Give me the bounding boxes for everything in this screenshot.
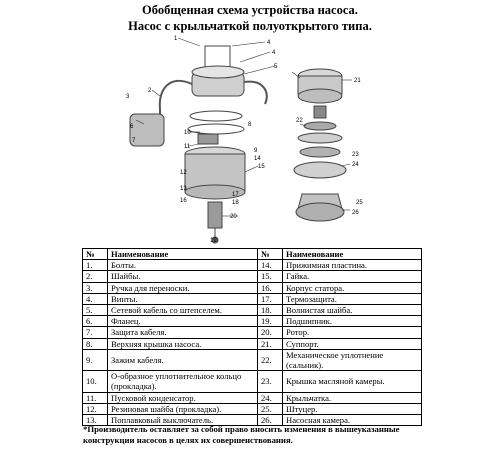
header-name-1: Наименование [108, 249, 258, 260]
part-label: 17 [232, 192, 239, 198]
header-num-2: № [258, 249, 283, 260]
part-number-cell: 14. [258, 260, 283, 271]
part-number-cell: 9. [83, 349, 108, 370]
part-number-cell: 11. [83, 392, 108, 403]
part-name-cell: Термозащита. [283, 293, 422, 304]
part-label: 2 [148, 88, 152, 94]
part-number-cell: 2. [83, 271, 108, 282]
part-label: 4 [267, 40, 271, 46]
table-row [83, 304, 422, 315]
top-handle-drawing [192, 46, 244, 96]
part-label: 23 [352, 152, 359, 158]
part-name-cell: Гайка. [283, 271, 422, 282]
pump-exploded-diagram [60, 34, 450, 246]
part-label: 14 [254, 156, 261, 162]
part-number-cell: 17. [258, 293, 283, 304]
part-number-cell: 23. [258, 370, 283, 392]
part-label: 16 [180, 198, 187, 204]
part-name-cell: Ротор. [283, 327, 422, 338]
part-number-cell: 12. [83, 403, 108, 414]
part-label: 9 [254, 148, 258, 154]
part-number-cell: 15. [258, 271, 283, 282]
part-name-cell: Сетевой кабель со штепселем. [108, 304, 258, 315]
part-label: 6 [130, 124, 134, 130]
part-number-cell: 20. [258, 327, 283, 338]
rotor-drawing [208, 202, 222, 243]
part-name-cell: Поплавковый выключатель. [108, 415, 258, 426]
part-label: 26 [352, 210, 359, 216]
part-name-cell: Механическое уплотнение (сальник). [283, 349, 422, 370]
part-name-cell: Пусковой конденсатор. [108, 392, 258, 403]
part-label: 15 [258, 164, 265, 170]
part-name-cell: Штуцер. [283, 403, 422, 414]
part-name-cell: Фланец. [108, 316, 258, 327]
title-line-2: Насос с крыльчаткой полуоткрытого типа. [128, 19, 372, 33]
part-label: 4 [272, 50, 276, 56]
part-number-cell: 6. [83, 316, 108, 327]
parts-table [82, 248, 422, 426]
part-name-cell: Суппорт. [283, 338, 422, 349]
right-assembly-drawing [294, 69, 346, 221]
part-label: 25 [356, 200, 363, 206]
part-label: 12 [180, 170, 187, 176]
part-name-cell: Винты. [108, 293, 258, 304]
part-number-cell: 26. [258, 415, 283, 426]
part-number-cell: 3. [83, 282, 108, 293]
part-number-cell: 8. [83, 338, 108, 349]
table-header-row [83, 249, 422, 260]
table-row [83, 260, 422, 271]
part-name-cell: Резиновая шайба (прокладка). [108, 403, 258, 414]
part-label: 1 [174, 36, 178, 42]
part-name-cell: Защита кабеля. [108, 327, 258, 338]
part-name-cell: Прижимная пластина. [283, 260, 422, 271]
part-label: 22 [296, 118, 303, 124]
part-label: 20 [230, 214, 237, 220]
part-number-cell: 10. [83, 370, 108, 392]
part-name-cell: О-образное уплотнительное кольцо (прокладка). [108, 370, 258, 392]
table-row [83, 349, 422, 370]
part-name-cell: Зажим кабеля. [108, 349, 258, 370]
part-label: 5 [274, 64, 278, 70]
part-label: 10 [184, 130, 191, 136]
part-number-cell: 1. [83, 260, 108, 271]
part-name-cell: Верхняя крышка насоса. [108, 338, 258, 349]
gasket-drawing [188, 111, 244, 144]
part-number-cell: 5. [83, 304, 108, 315]
table-row [83, 403, 422, 414]
part-number-cell: 7. [83, 327, 108, 338]
table-row [83, 282, 422, 293]
part-number-cell: 18. [258, 304, 283, 315]
table-row [83, 316, 422, 327]
part-label: 8 [248, 122, 252, 128]
table-row [83, 293, 422, 304]
part-label: 24 [352, 162, 359, 168]
header-name-2: Наименование [283, 249, 422, 260]
table-row [83, 271, 422, 282]
part-name-cell: Крышка масляной камеры. [283, 370, 422, 392]
part-number-cell: 25. [258, 403, 283, 414]
part-label: 13 [180, 186, 187, 192]
part-number-cell: 4. [83, 293, 108, 304]
table-row [83, 370, 422, 392]
header-num-1: № [83, 249, 108, 260]
part-number-cell: 16. [258, 282, 283, 293]
part-number-cell: 19. [258, 316, 283, 327]
part-name-cell: Волнистая шайба. [283, 304, 422, 315]
part-label: 19 [210, 238, 217, 244]
part-name-cell: Шайбы. [108, 271, 258, 282]
part-number-cell: 21. [258, 338, 283, 349]
table-row [83, 338, 422, 349]
table-row [83, 327, 422, 338]
part-label: 3 [126, 94, 130, 100]
part-name-cell: Подшипник. [283, 316, 422, 327]
part-name-cell: Крыльчатка. [283, 392, 422, 403]
disclaimer-note: *Производитель оставляет за собой право вносить изменения в вышеуказанные конструкции насосов в целях их совершенствования. [83, 424, 400, 445]
part-label: 11 [184, 144, 191, 150]
title-line-1: Обобщенная схема устройства насоса. [142, 3, 358, 17]
part-number-cell: 22. [258, 349, 283, 370]
part-label: 21 [354, 78, 361, 84]
part-name-cell: Корпус статора. [283, 282, 422, 293]
part-name-cell: Ручка для переноски. [108, 282, 258, 293]
part-label: 7 [132, 138, 136, 144]
table-row [83, 392, 422, 403]
part-label: 18 [232, 200, 239, 206]
part-number-cell: 13. [83, 415, 108, 426]
part-number-cell: 24. [258, 392, 283, 403]
part-name-cell: Насосная камера. [283, 415, 422, 426]
part-name-cell: Болты. [108, 260, 258, 271]
